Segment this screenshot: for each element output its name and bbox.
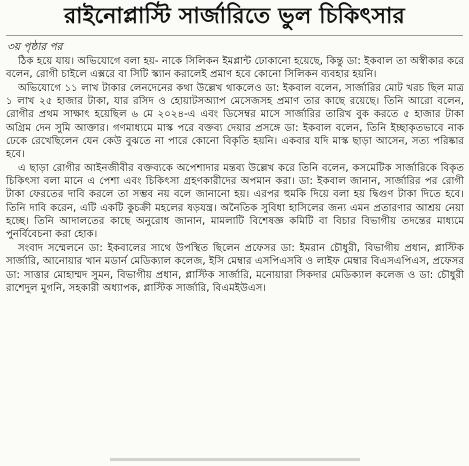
article-paragraph-2: অভিযোগে ১১ লাখ টাকার লেনদেনের কথা উল্লেখ থাকলেও ডা: ইকবাল বলেন, সার্জারির মোট খরচ ছিল মাত্র ১ লাখ ২৫ হাজার টাকা, যার রসিদ ও হোয়াটসঅ্যাপ মেসেজসহ প্রমাণ তার কাছে রয়েছে। তিনি আরো বলেন, রোগীর প্রথম সাক্ষাৎ হয়েছিল ৬ মে ২০২৪-এ এবং ডিসেম্বর মাসে সার্জারির তারিখ বুক করতে ৫ হাজার টাকা অগ্রিম দেন সুমি আক্তার। গণমাধ্যমে মাস্ক পরে বক্তব্য দেয়ার প্রসঙ্গে ডা: ইকবাল বলেন, তিনি ইচ্ছাকৃতভাবে নাক ঢেকে রেখেছিলেন যেন কেউ বুঝতে না পারে কোনো বিকৃতি হয়নি। একবার যদি মাস্ক ছাড়া আসেন, সত্য পরিষ্কার হবে। (6, 82, 464, 161)
clipping-bottom-edge (0, 452, 469, 466)
article-paragraph-4: সংবাদ সম্মেলনে ডা: ইকবালের সাথে উপস্থিত ছিলেন প্রফেসর ডা: ইমরান চৌধুরী, বিভাগীয় প্রধান, প্লাস্টিক সার্জারি, আনোয়ার খান মডার্ন মেডিক্যাল কলেজ, ইসি মেম্বার এসপিএসবি ও লাইফ মেম্বার বিএসএপিএস, প্রফেসর ডা: সাত্তার মোহাম্মদ সুমন, বিভাগীয় প্রধান, প্লাস্টিক সার্জারি, মনোয়ারা সিকদার মেডিক্যাল কলেজ ও ডা: চৌধুরী রাশেদুল মুগনি, সহকারী অধ্যাপক, প্লাস্টিক সার্জারি, বিএমইউএস। (6, 242, 464, 294)
article-body (6, 55, 464, 295)
article-paragraph-1: ঠিক হয়ে যায়। অভিযোগে বলা হয়- নাকে সিলিকন ইমপ্লান্ট ঢোকানো হয়েছে, কিন্তু ডা: ইকবাল তা অস্বীকার করে বলেন, রোগী চাইলে এক্সরে বা সিটি স্ক্যান করালেই প্রমাণ হবে কোনো সিলিকন ব্যবহার হয়নি। (6, 56, 464, 81)
article-paragraph-3: এ ছাড়া রোগীর আইনজীবীর বক্তব্যকে অপেশাদার মন্তব্য উল্লেখ করে তিনি বলেন, কসমেটিক সার্জারিকে বিকৃত চিকিৎসা বলা মানে এ পেশা এবং চিকিৎসা গ্রহণকারীদের অপমান করা। ডা: ইকবাল জানান, সার্জারির পর রোগী টাকা ফেরতের দাবি করলে তা সম্ভব নয় বলে জানানো হয়। এরপর হুমকি দিয়ে বলা হয় দ্বিগুণ টাকা দিতে হবে। তিনি দাবি করেন, এটি একটি কুচক্রী মহলের ষড়যন্ত্র। অনৈতিক সুবিধা হাসিলের জন্য এমন প্রতারণার আশ্রয় নেয়া হচ্ছে। তিনি আদালতের কাছে অনুরোধ জানান, মামলাটি বিশেষজ্ঞ কমিটি বা বিচার বিভাগীয় তদন্তের মাধ্যমে পুনর্বিবেচনা করা হোক। (6, 162, 464, 241)
continued-from-label: ৩য় পৃষ্ঠার পর (7, 41, 63, 53)
article-headline: রাইনোপ্লাস্টি সার্জারিতে ভুল চিকিৎসার (64, 4, 405, 29)
cut-off-text-line (110, 458, 360, 461)
headline-divider (6, 35, 463, 36)
